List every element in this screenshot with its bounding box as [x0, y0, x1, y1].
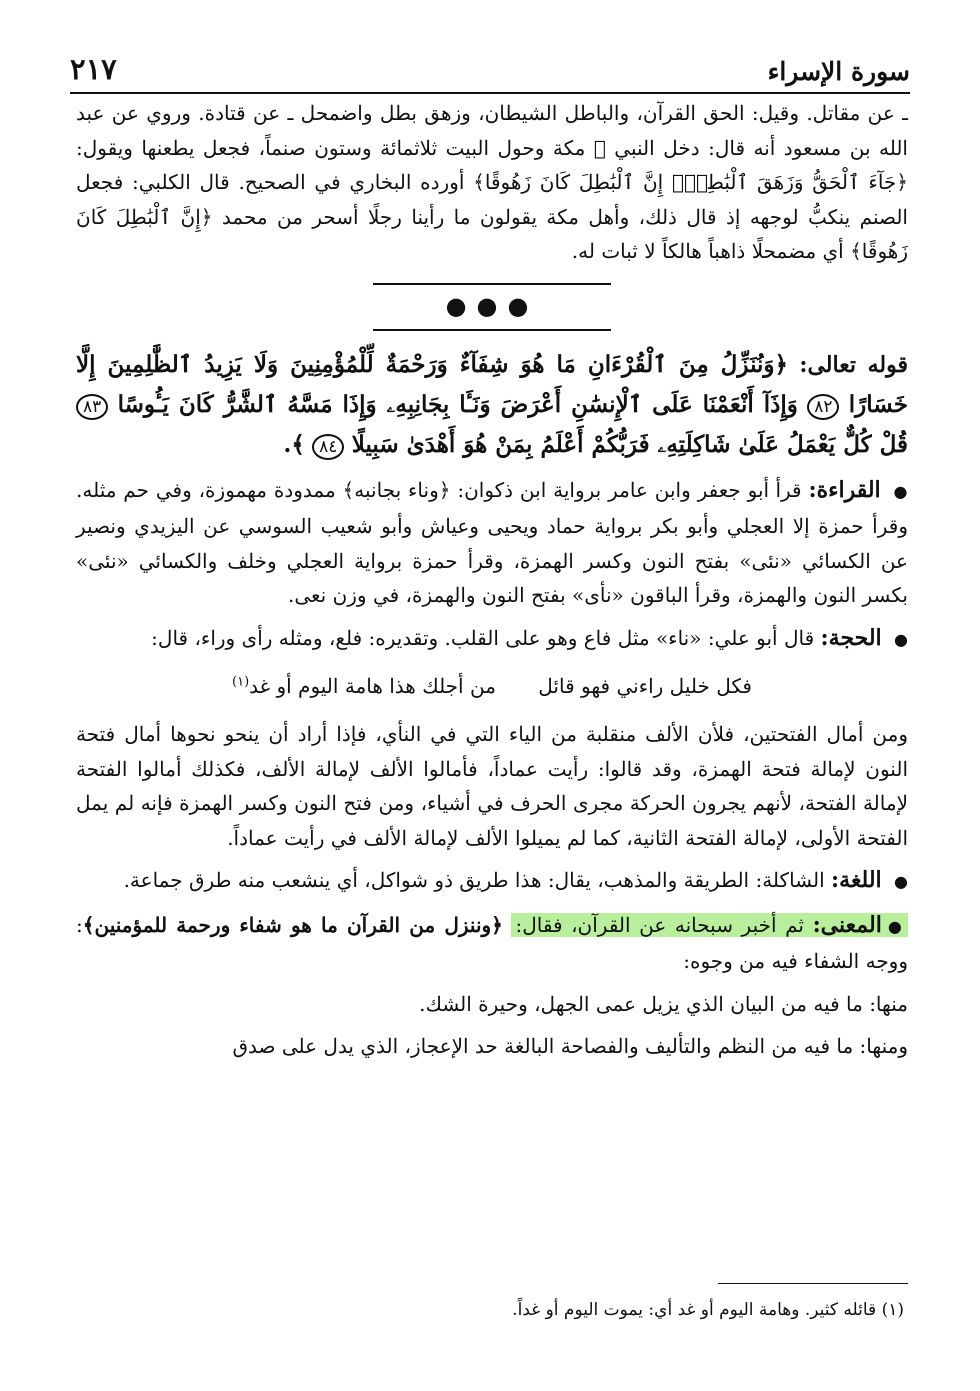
maana-text-1: ثم أخبر سبحانه عن القرآن، فقال:: [515, 912, 804, 937]
ayah-number-84: ٨٤: [312, 434, 344, 460]
bullet-icon: ●: [894, 629, 908, 649]
quran-text-2: وَإِذَآ أَنْعَمْنَا عَلَى ٱلْإِنسَٰنِ أَعْرَضَ وَنَـَٔا بِجَانِبِهِۦ وَإِذَا مَسَّهُ ٱلشَّرُّ كَانَ يَـُٔوسًا: [117, 390, 798, 418]
lughah-label: اللغة:: [831, 867, 882, 894]
page-content: [76, 96, 908, 1072]
page-header: [70, 38, 910, 94]
quran-verses: [76, 345, 908, 465]
maana-point-2: ومنها: ما فيه من النظم والتأليف والفصاحة البالغة حد الإعجاز، الذي يدل على صدق: [232, 1034, 908, 1059]
verse-hemistich-1: فكل خليل راءني فهو قائل: [538, 673, 752, 698]
surah-name: سورة الإسراء: [767, 57, 910, 86]
quran-text-3: قُلْ كُلٌّ يَعْمَلُ عَلَىٰ شَاكِلَتِهِۦ فَرَبُّكُمْ أَعْلَمُ بِمَنْ هُوَ أَهْدَىٰ سَبِيلًا: [351, 430, 908, 458]
qiraah-paragraph: [76, 473, 908, 613]
page-number: ٢١٧: [70, 52, 117, 86]
quran-end: ﴾.: [283, 430, 305, 458]
maana-paragraph: [76, 908, 908, 979]
bullet-icon: ●: [893, 481, 909, 501]
poetry-verse: [76, 665, 908, 703]
lughah-text: الشاكلة: الطريقة والمذهب، يقال: هذا طريق ذو شواكل، أي ينشعب منه طرق جماعة.: [123, 868, 825, 893]
hujjah-paragraph: [76, 621, 908, 658]
quran-text-1: ﴿وَنُنَزِّلُ مِنَ ٱلْقُرْءَانِ مَا هُوَ شِفَآءٌ وَرَحْمَةٌ لِّلْمُؤْمِنِينَ وَلَا يَزِيدُ ٱلظَّٰلِمِينَ إِلَّا خَسَارًا: [76, 350, 909, 418]
maana-highlight: [511, 913, 908, 937]
ayah-number-82: ٨٢: [807, 394, 839, 420]
hujjah-label: الحجة:: [820, 624, 882, 651]
maana-quote: ﴿وننزل من القرآن ما هو شفاء ورحمة للمؤمنين﴾: [82, 912, 503, 937]
footnote: (١) قائله كثير. وهامة اليوم أو غد أي: يموت اليوم أو غداً.: [512, 1300, 904, 1320]
qiraah-text: قرأ أبو جعفر وابن عامر برواية ابن ذكوان: ﴿وناء بجانبه﴾ ممدودة مهموزة، وفي حم مثله. وقرأ حمزة إلا العجلي وأبو بكر برواية حماد ويحيى وعياش وأبو شعيب السوسي عن اليزيدي ونصير عن الكسائي «نئى» بفتح النون وكسر الهمزة، وقرأ حمزة برواية العجلي وخلف والكسائي «نئى» بكسر النون والهمزة، وقرأ الباقون «نأى» بفتح النون والهمزة، في وزن نعى.: [76, 477, 908, 607]
quran-label: قوله تعالى:: [799, 351, 909, 378]
imalah-paragraph: ومن أمال الفتحتين، فلأن الألف منقلبة من الياء التي في النأي، فإذا أراد أن ينحو نحوها أمال فتحة النون لإمالة فتحة الهمزة، وقد قالوا: رأيت عماداً، فأمالوا الألف لإمالة الألف، فكذلك أمالوا الفتحة لإمالة الفتحة، لأنهم يجرون الحركة مجرى الحرف في أشياء، ومن فتح النون وكسر الهمزة فإنه لم يمل الفتحة الأولى، لإمالة الفتحة الثانية، كما لم يميلوا الألف لإمالة الألف في رأيت عماداً.: [76, 722, 908, 850]
separator-line-bottom: [373, 329, 611, 331]
lughah-paragraph: [76, 863, 908, 900]
maana-label: المعنى:: [812, 911, 882, 938]
maana-text-2: : ووجه الشفاء فيه من وجوه:: [76, 912, 908, 974]
section-separator: [76, 277, 908, 341]
verse-hemistich-2-text: من أجلك هذا هامة اليوم أو غد: [249, 673, 496, 698]
intro-paragraph: ـ عن مقاتل. وقيل: الحق القرآن، والباطل الشيطان، وزهق بطل واضمحل ـ عن قتادة. وروي عن عبد الله بن مسعود أنه قال: دخل النبي ﷺ مكة وحول البيت ثلاثمائة وستون صنماً، فجعل يطعنها ويقول: ﴿جَآءَ ٱلْحَقُّ وَزَهَقَ ٱلْبَٰطِلُۚ إِنَّ ٱلْبَٰطِلَ كَانَ زَهُوقًا﴾ أورده البخاري في الصحيح. قال الكلبي: فجعل الصنم ينكبُّ لوجهه إذ قال ذلك، وأهل مكة يقولون ما رأينا رجلًا أسحر من محمد ﴿إِنَّ ٱلْبَٰطِلَ كَانَ زَهُوقًا﴾ أي مضمحلًا ذاهباً هالكاً لا ثبات له.: [76, 101, 908, 263]
separator-line-top: [373, 283, 611, 285]
hujjah-text: قال أبو علي: «ناء» مثل فاع وهو على القلب. وتقديره: فلع، ومثله رأى وراء، قال:: [151, 625, 815, 650]
verse-hemistich-2: [232, 674, 496, 698]
separator-dots: ●●●: [445, 291, 539, 320]
qiraah-label: القراءة:: [808, 476, 881, 503]
ayah-number-83: ٨٣: [76, 394, 108, 420]
maana-point-1: منها: ما فيه من البيان الذي يزيل عمى الجهل، وحيرة الشك.: [419, 991, 908, 1016]
footnote-separator: [718, 1283, 908, 1284]
footnote-ref: (١): [232, 674, 250, 689]
bullet-icon: ●: [887, 916, 904, 936]
bullet-icon: ●: [894, 872, 908, 892]
